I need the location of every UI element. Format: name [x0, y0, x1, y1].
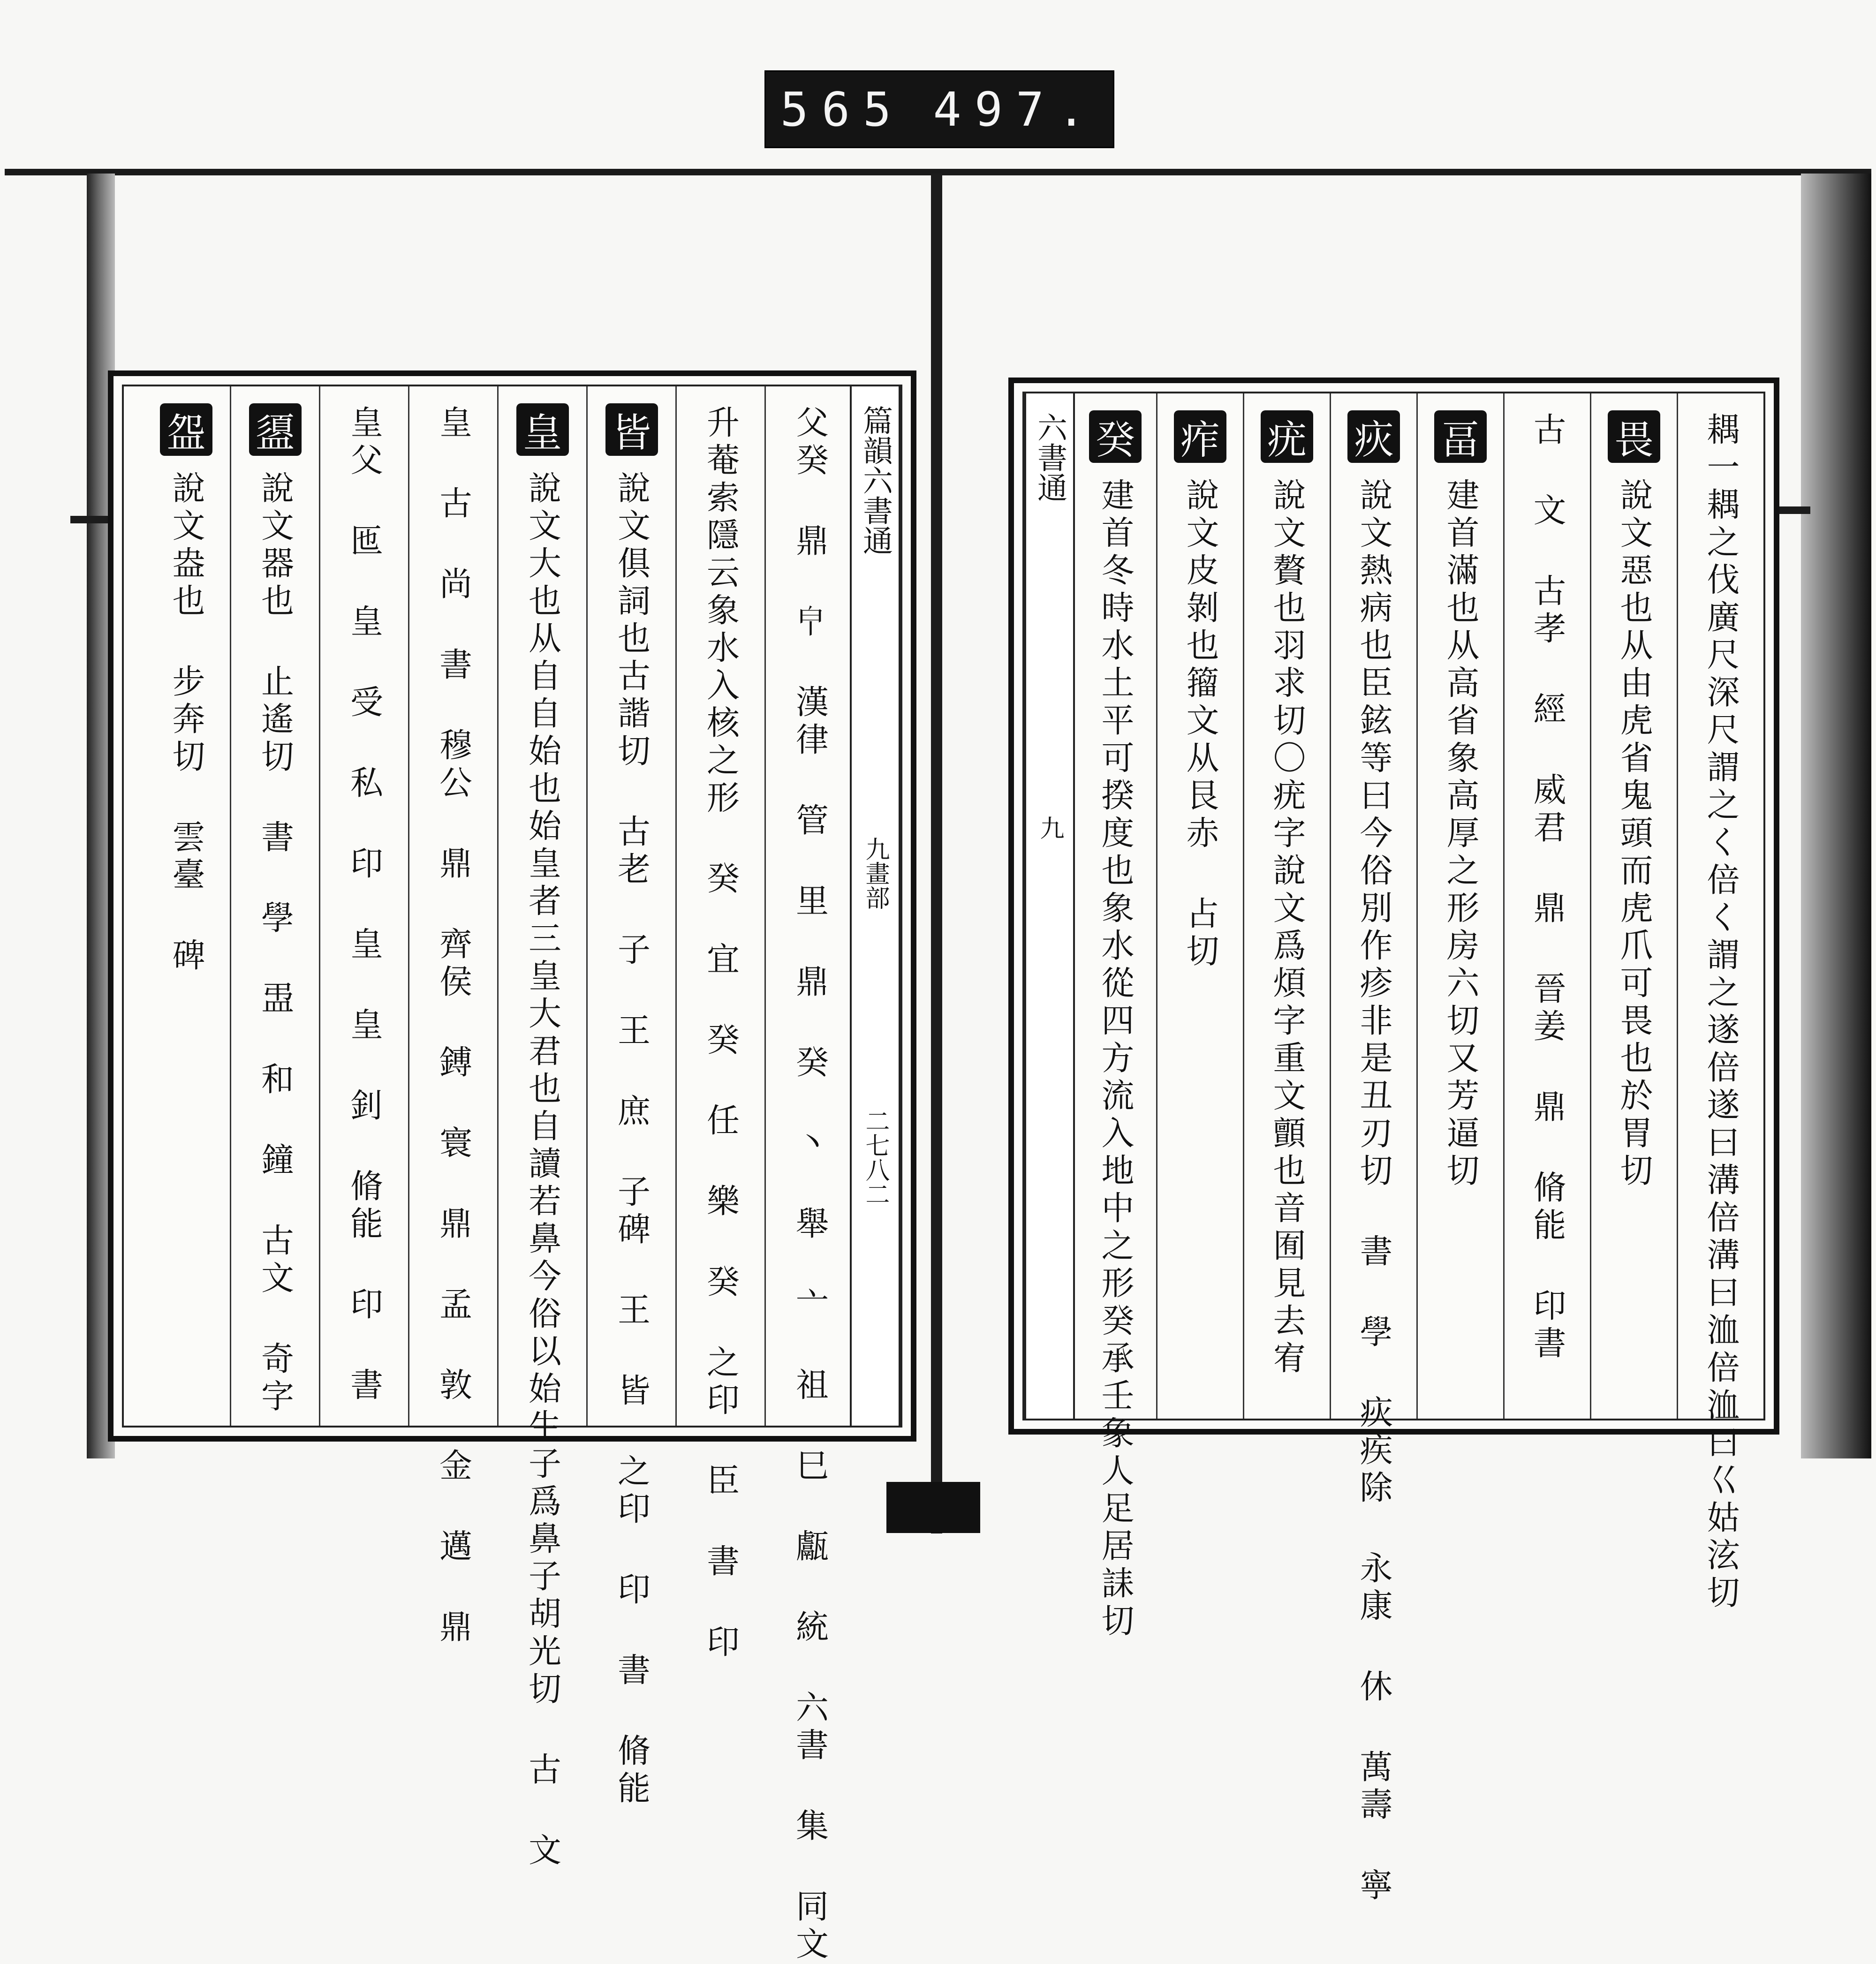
column-text: 耦一耦之伐廣尺深尺謂之く倍く謂之遂倍遂曰溝倍溝曰洫倍洫曰巜姑泫切: [1702, 412, 1740, 1613]
column-text: 說文惡也从由虎省鬼頭而虎爪可畏也於胃切: [1615, 478, 1653, 1191]
left-page-margin-strip: [850, 386, 900, 1426]
entry-heading-box: 癸: [1089, 410, 1142, 463]
right-column-2: [1590, 393, 1677, 1419]
right-page-number: 九: [1036, 816, 1064, 840]
column-text: 說文器也 止遙切 書 學 盄 和 鐘 古文 奇字: [256, 471, 295, 1416]
right-page-margin-strip: [1024, 393, 1075, 1419]
column-text: 古 文 古孝 經 威君 鼎 晉姜 鼎 脩能 印書: [1528, 412, 1566, 1363]
right-page-frame: [1022, 392, 1765, 1905]
column-text: 說文皮剝也籀文从艮赤 占切: [1181, 478, 1219, 971]
column-text: 說文贅也羽求切〇疣字說文爲煩字重文顫也音囿見去宥: [1268, 478, 1306, 1378]
right-page: [1008, 378, 1779, 1905]
entry-heading-box: 畏: [1608, 410, 1660, 463]
entry-heading-box: 疢: [1347, 410, 1400, 463]
right-page-columns: [1071, 393, 1763, 1905]
book-spine: [931, 174, 942, 1533]
left-column-3: [586, 386, 675, 1808]
entry-heading-box: 盌: [160, 403, 212, 456]
left-column-6: [319, 386, 408, 1426]
left-column-5: [408, 386, 497, 1647]
left-column-4: [497, 386, 586, 1870]
left-page-book-title: 篇韻六書通: [858, 405, 893, 555]
column-text: 建首滿也从高省象高厚之形房六切又芳逼切: [1441, 478, 1480, 1191]
left-column-8: [143, 386, 230, 1426]
right-column-1: [1677, 393, 1763, 1613]
right-column-4: [1416, 393, 1503, 1419]
left-page-columns: [124, 386, 854, 1964]
right-column-5: [1330, 393, 1416, 1905]
left-page-number: 二七八二: [861, 1109, 889, 1206]
column-text: 升菴索隱云象水入核之形 癸 宜 癸 任 樂 癸 之印 臣 書 印: [701, 405, 740, 1662]
left-column-1: [764, 386, 854, 1964]
column-text: 父癸 鼎 𤼽 漢律 管 ⾥ 鼎 癸 ⼂ 舉 ⼇ 祖 巳 甗 統 六書 集 同文: [790, 405, 829, 1964]
right-column-8: [1074, 393, 1156, 1641]
column-text: 說文俱詞也古諧切 古老 子 王 庶 子碑 王 皆 之印 印 書 脩能: [612, 471, 651, 1808]
microfilm-frame-label: [764, 70, 1114, 148]
column-text: 皇 古 尚 書 穆公 鼎 齊侯 鎛 寰 鼎 孟 敦 金 邁 鼎: [434, 405, 473, 1647]
column-text: 皇父 匜 皇 受 私 印 皇 皇 釗 脩能 印 書: [345, 405, 384, 1405]
entry-heading-box: 畐: [1434, 410, 1487, 463]
entry-heading-box: 痄: [1174, 410, 1226, 463]
column-text: 建首冬時水土平可揆度也象水從四方流入地中之形癸承壬象人足居誄切: [1096, 478, 1135, 1641]
left-edge-tick: [70, 516, 108, 523]
left-page: [108, 370, 916, 1964]
column-text: 說文大也从自自始也始皇者三皇大君也自讀若鼻今俗以始生子爲鼻子胡光切 古 文: [523, 471, 562, 1870]
right-column-7: [1156, 393, 1243, 1419]
spine-clamp: [886, 1482, 980, 1533]
right-column-6: [1243, 393, 1330, 1419]
right-column-3: [1503, 393, 1590, 1419]
right-binding-edge: [1801, 174, 1871, 1458]
entry-heading-box: 疣: [1261, 410, 1313, 463]
film-frame-number-right: 497.: [933, 82, 1099, 137]
column-text: 說文盎也 步奔切 雲臺 碑: [167, 471, 205, 975]
left-column-7: [230, 386, 319, 1426]
column-text: 說文熱病也臣鉉等曰今俗別作疹非是丑刃切 書 學 疢疾除 永康 休 萬壽 寧: [1354, 478, 1393, 1905]
left-page-frame: [122, 385, 902, 1964]
entry-heading-box: 皇: [516, 403, 569, 456]
right-page-book-title: 六書通: [1032, 412, 1067, 502]
film-frame-number-left: 565: [780, 82, 905, 137]
entry-heading-box: 盨: [249, 403, 302, 456]
left-page-section-label: 九畫部: [861, 837, 889, 910]
left-column-2: [675, 386, 764, 1662]
entry-heading-box: 皆: [605, 403, 658, 456]
